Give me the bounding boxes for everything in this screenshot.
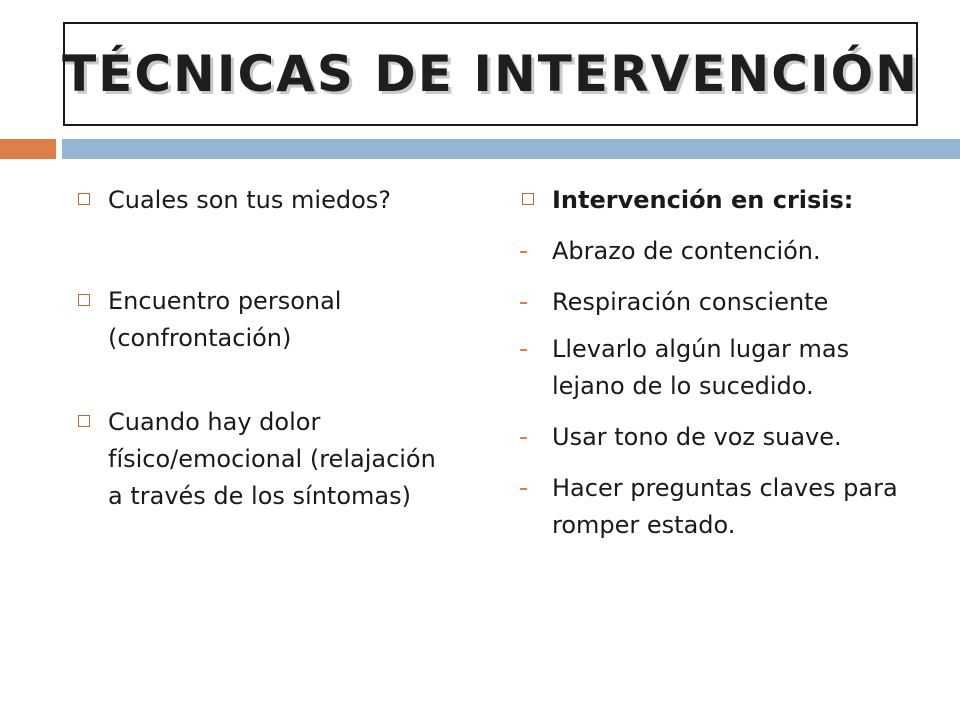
section-heading [520, 182, 940, 219]
list-item [520, 470, 912, 544]
list-item [520, 331, 922, 405]
slide-title: TÉCNICAS DE INTERVENCIÓN [62, 45, 919, 103]
dash-bullet-icon [520, 349, 527, 351]
list-item [76, 182, 458, 219]
list-item [520, 419, 940, 456]
accent-bar-blue [62, 139, 960, 159]
list-item-text: Respiración consciente [552, 288, 829, 316]
dash-bullet-icon [520, 251, 527, 253]
list-item-text: Cuales son tus miedos? [108, 186, 391, 214]
square-bullet-icon [78, 294, 90, 306]
dash-bullet-icon [520, 302, 527, 304]
square-bullet-icon [522, 193, 534, 205]
title-box [63, 22, 918, 126]
list-item-text: Usar tono de voz suave. [552, 423, 842, 451]
list-item [76, 283, 428, 357]
square-bullet-icon [78, 193, 90, 205]
dash-bullet-icon [520, 488, 527, 490]
list-item-text: Hacer preguntas claves para romper estado. [552, 474, 898, 539]
list-item-text: Encuentro personal (confrontación) [108, 287, 342, 352]
list-item [520, 233, 940, 270]
list-item-text: Llevarlo algún lugar mas lejano de lo sucedido. [552, 335, 850, 400]
list-item-text: Cuando hay dolor físico/emocional (relajación a través de los síntomas) [108, 408, 436, 510]
dash-bullet-icon [520, 437, 527, 439]
list-item [76, 404, 456, 515]
section-heading-text: Intervención en crisis: [552, 186, 854, 214]
left-column [76, 182, 456, 515]
accent-bar-orange [0, 139, 56, 159]
square-bullet-icon [78, 415, 90, 427]
list-item-text: Abrazo de contención. [552, 237, 821, 265]
list-item [520, 284, 940, 321]
right-column [520, 182, 940, 544]
